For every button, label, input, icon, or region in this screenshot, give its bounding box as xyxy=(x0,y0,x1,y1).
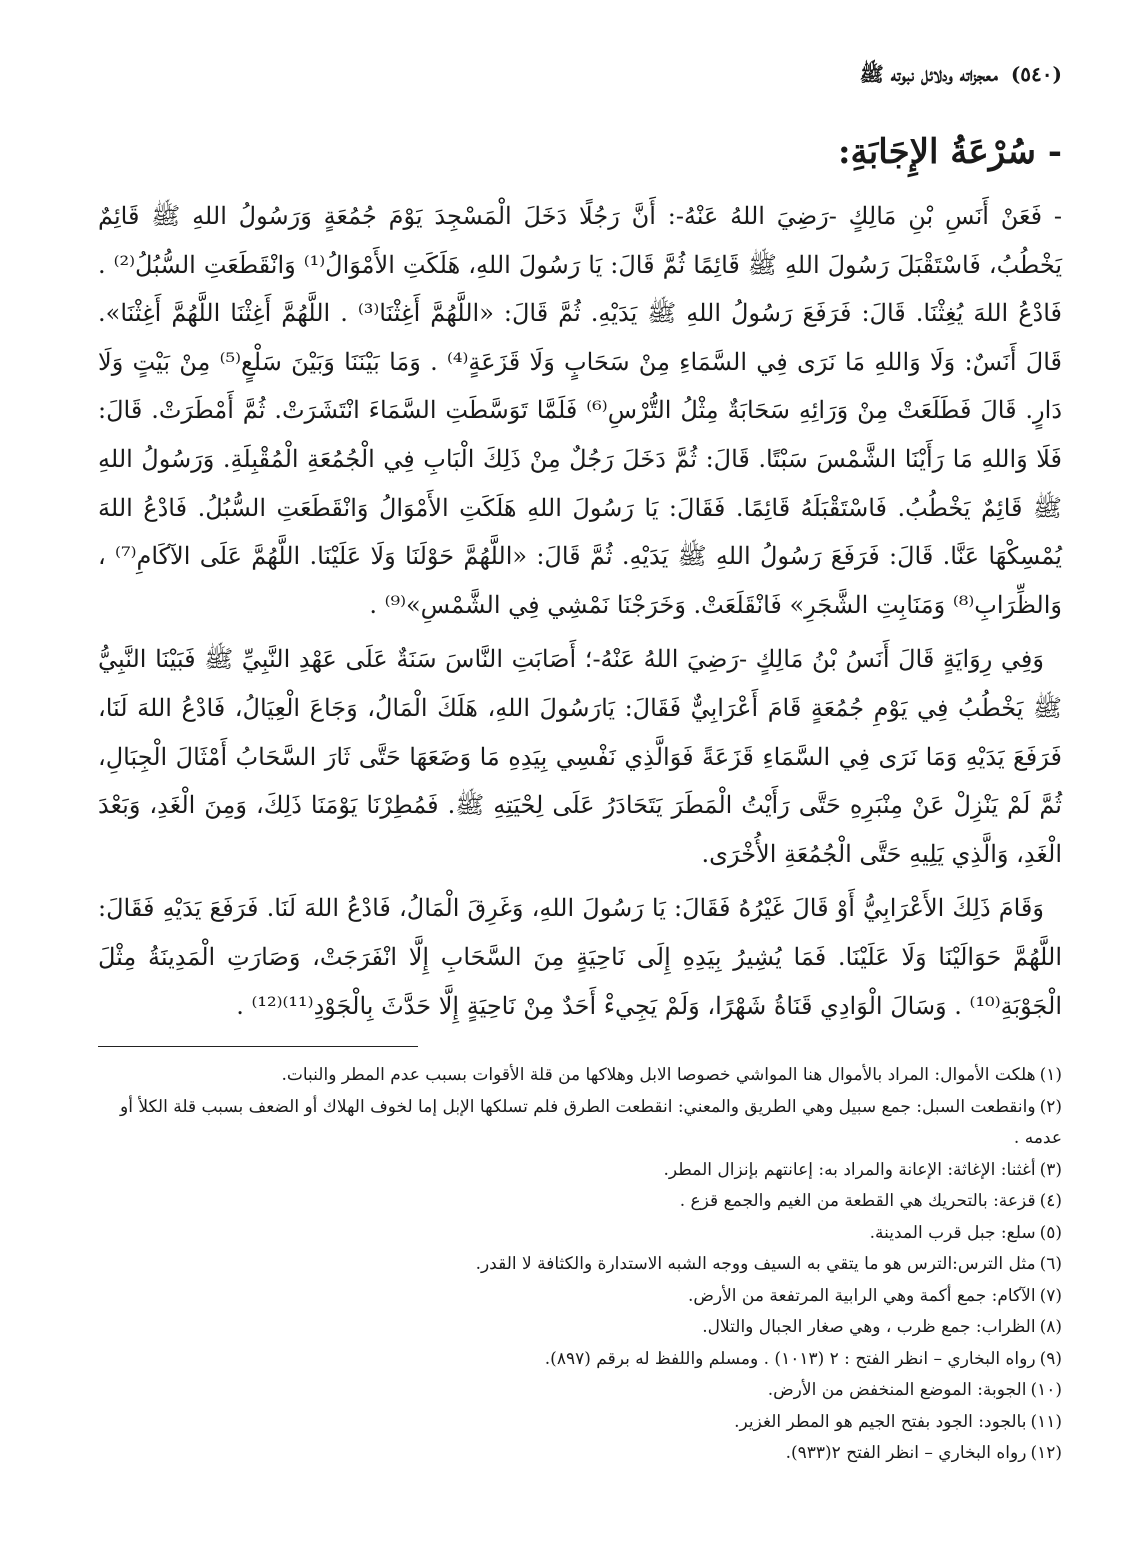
footnote xyxy=(98,1092,1062,1155)
hadith-paragraph-2: وَفِي رِوَايَةٍ قَالَ أَنَسُ بْنُ مَالِكٍ -رَضِيَ اللهُ عَنْهُ-؛ أَصَابَتِ النَّاسَ سَنَةٌ عَلَى عَهْدِ النَّبِيِّ ﷺ فَبَيْنَا النَّبِيُّ ﷺ يَخْطُبُ فِي يَوْمِ جُمُعَةٍ قَامَ أَعْرَابِيٌّ فَقَالَ: يَارَسُولَ اللهِ، هَلَكَ الْمَالُ، وَجَاعَ الْعِيَالُ، فَادْعُ اللهَ لَنَا، فَرَفَعَ يَدَيْهِ وَمَا نَرَى فِي السَّمَاءِ قَزَعَةً فَوَالَّذِي نَفْسِي بِيَدِهِ مَا وَضَعَهَا حَتَّى ثَارَ السَّحَابُ أَمْثَالَ الْجِبَالِ، ثُمَّ لَمْ يَنْزِلْ عَنْ مِنْبَرِهِ حَتَّى رَأَيْتُ الْمَطَرَ يَتَحَادَرُ عَلَى لِحْيَتِهِ ﷺ. فَمُطِرْنَا يَوْمَنَا ذَلِكَ، وَمِنَ الْغَدِ، وَبَعْدَ الْغَدِ، وَالَّذِي يَلِيهِ حَتَّى الْجُمُعَةِ الأُخْرَى. xyxy=(98,645,1062,868)
footnote-number: (١٢) xyxy=(1030,1443,1062,1463)
footnote-number: (٥) xyxy=(1039,1222,1062,1243)
footnote-number: (١) xyxy=(1039,1065,1062,1085)
footnote-number: (٨) xyxy=(1039,1317,1062,1337)
running-title: معجزاته ودلائل نبوته ﷺ xyxy=(859,62,998,86)
footnote-text: الآكام: جمع أكمة وهي الرابية المرتفعة من الأرض. xyxy=(687,1285,1036,1306)
footnote-text: وانقطعت السبل: جمع سبيل وهي الطريق والمعني: انقطعت الطرق فلم تسلكها الإبل إما لخوف الهلاك أو الضعف بسبب قلة الكلأ أو عدمه . xyxy=(120,1096,1062,1148)
footnote xyxy=(98,1155,1062,1187)
footnote xyxy=(98,1060,1062,1092)
footnotes xyxy=(98,1060,1062,1470)
book-page xyxy=(98,60,1062,1522)
footnote xyxy=(98,1312,1062,1344)
footnote-text: أغثنا: الإغاثة: الإعانة والمراد به: إعانتهم بإنزال المطر. xyxy=(663,1159,1036,1180)
footnote-text: مثل الترس:الترس هو ما يتقي به السيف ووجه الشبه الاستدارة والكثافة لا القدر. xyxy=(475,1254,1036,1274)
footnote-text: الظراب: جمع ظرب ، وهي صغار الجبال والتلال. xyxy=(702,1317,1036,1337)
footnote-number: (١١) xyxy=(1030,1411,1062,1432)
footnote-text: الجوبة: الموضع المنخفض من الأرض. xyxy=(767,1380,1027,1400)
footnote-divider xyxy=(98,1046,418,1047)
footnote xyxy=(98,1249,1062,1281)
page-number: (٥٤٠) xyxy=(1010,62,1062,86)
footnote-number: (٦) xyxy=(1039,1254,1062,1274)
footnote xyxy=(98,1186,1062,1218)
footnote xyxy=(98,1218,1062,1250)
footnote xyxy=(98,1438,1062,1470)
footnote-text: رواه البخاري – انظر الفتح ٢(٩٣٣). xyxy=(785,1443,1027,1463)
footnote-text: هلكت الأموال: المراد بالأموال هنا المواشي خصوصا الابل وهلاكها من قلة الأقوات بسبب عدم المطر والنبات. xyxy=(281,1065,1036,1085)
footnote-number: (١٠) xyxy=(1030,1380,1062,1400)
hadith-paragraph-3: وَقَامَ ذَلِكَ الأَعْرَابِيُّ أَوْ قَالَ غَيْرُهُ فَقَالَ: يَا رَسُولَ اللهِ، وَغَرِقَ الْمَالُ، فَادْعُ اللهَ لَنَا. فَرَفَعَ يَدَيْهِ فَقَالَ: اللَّهُمَّ حَوَالَيْنَا وَلَا عَلَيْنَا. فَمَا يُشِيرُ بِيَدِهِ إِلَى نَاحِيَةٍ مِنَ السَّحَابِ إِلَّا انْفَرَجَتْ، وَصَارَتِ الْمَدِينَةُ مِثْلَ الْجَوْبَةِ⁽¹⁰⁾ . وَسَالَ الْوَادِي قَنَاةُ شَهْرًا، وَلَمْ يَجِيءْ أَحَدٌ مِنْ نَاحِيَةٍ إِلَّا حَدَّثَ بِالْجَوْدِ⁽¹¹⁾⁽¹²⁾ . xyxy=(98,894,1062,1020)
footnote xyxy=(98,1407,1062,1439)
footnote-text: بالجود: الجود بفتح الجيم هو المطر الغزير. xyxy=(734,1411,1027,1432)
footnote-number: (٧) xyxy=(1039,1285,1062,1306)
footnote-number: (٩) xyxy=(1039,1348,1062,1369)
section-title: - سُرْعَةُ الإِجَابَةِ: xyxy=(837,132,1062,172)
footnote-number: (٢) xyxy=(1039,1096,1062,1117)
footnote xyxy=(98,1281,1062,1313)
footnote-number: (٣) xyxy=(1039,1159,1062,1180)
page-header xyxy=(860,62,1062,91)
footnote xyxy=(98,1375,1062,1407)
main-text xyxy=(98,192,1062,1036)
footnote-text: رواه البخاري – انظر الفتح : ٢ (١٠١٣) . ومسلم واللفظ له برقم (٨٩٧). xyxy=(544,1348,1036,1369)
footnote xyxy=(98,1344,1062,1376)
footnote-number: (٤) xyxy=(1039,1191,1062,1211)
footnote-text: قزعة: بالتحريك هي القطعة من الغيم والجمع قزع . xyxy=(679,1191,1036,1211)
footnote-text: سلع: جبل قرب المدينة. xyxy=(869,1222,1036,1243)
hadith-paragraph-1: - فَعَنْ أَنَسِ بْنِ مَالِكٍ -رَضِيَ اللهُ عَنْهُ-: أَنَّ رَجُلًا دَخَلَ الْمَسْجِدَ يَوْمَ جُمُعَةٍ وَرَسُولُ اللهِ ﷺ قَائِمٌ يَخْطُبُ، فَاسْتَقْبَلَ رَسُولَ اللهِ ﷺ قَائِمًا ثُمَّ قَالَ: يَا رَسُولَ اللهِ، هَلَكَتِ الأَمْوَالُ⁽¹⁾ وَانْقَطَعَتِ السُّبُلُ⁽²⁾ . فَادْعُ اللهَ يُغِثْنَا. قَالَ: فَرَفَعَ رَسُولُ اللهِ ﷺ يَدَيْهِ. ثُمَّ قَالَ: «اللَّهُمَّ أَغِثْنَا⁽³⁾ . اللَّهُمَّ أَغِثْنَا اللَّهُمَّ أَغِثْنَا». قَالَ أَنَسٌ: وَلَا وَاللهِ مَا نَرَى فِي السَّمَاءِ مِنْ سَحَابٍ وَلَا قَزَعَةٍ⁽⁴⁾ . وَمَا بَيْنَنَا وَبَيْنَ سَلْعٍ⁽⁵⁾ مِنْ بَيْتٍ وَلَا دَارٍ. قَالَ فَطَلَعَتْ مِنْ وَرَائِهِ سَحَابَةٌ مِثْلُ التُّرْسِ⁽⁶⁾ فَلَمَّا تَوَسَّطَتِ السَّمَاءَ انْتَشَرَتْ. ثُمَّ أَمْطَرَتْ. قَالَ: فَلَا وَاللهِ مَا رَأَيْنَا الشَّمْسَ سَبْتًا. قَالَ: ثُمَّ دَخَلَ رَجُلٌ مِنْ ذَلِكَ الْبَابِ فِي الْجُمُعَةِ الْمُقْبِلَةِ. وَرَسُولُ اللهِ ﷺ قَائِمٌ يَخْطُبُ. فَاسْتَقْبَلَهُ قَائِمًا. فَقَالَ: يَا رَسُولَ اللهِ هَلَكَتِ الأَمْوَالُ وَانْقَطَعَتِ السُّبُلُ. فَادْعُ اللهَ يُمْسِكْهَا عَنَّا. قَالَ: فَرَفَعَ رَسُولُ اللهِ ﷺ يَدَيْهِ. ثُمَّ قَالَ: «اللَّهُمَّ حَوْلَنَا وَلَا عَلَيْنَا. اللَّهُمَّ عَلَى الآكَامِ⁽⁷⁾ ، وَالظِّرَابِ⁽⁸⁾ وَمَنَابِتِ الشَّجَرِ» فَانْقَلَعَتْ. وَخَرَجْنَا نَمْشِي فِي الشَّمْسِ»⁽⁹⁾ . xyxy=(98,202,1063,619)
